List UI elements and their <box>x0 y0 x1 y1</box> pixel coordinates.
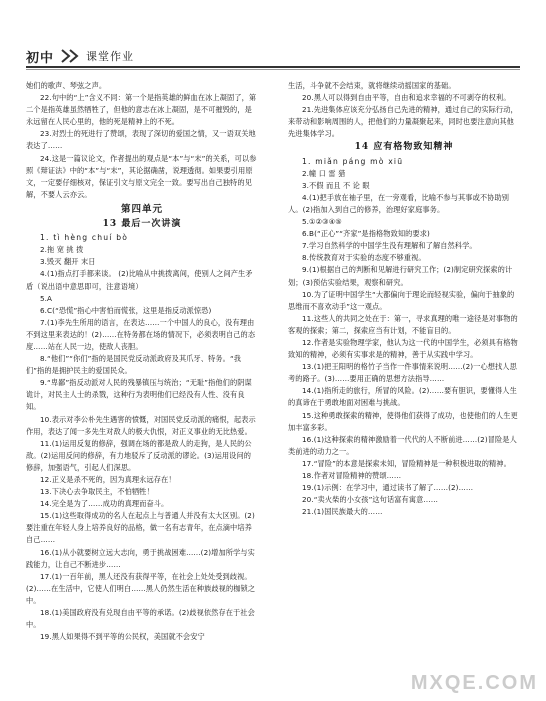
lesson-title: 14 应有格物致知精神 <box>354 142 454 153</box>
paragraph: 4.(1)指点打手都来谈。 (2)比喻从中挑拨离间，使别人之间产生矛盾（说出语中意思即可，注意语境） <box>26 269 253 291</box>
paragraph: 16.(1)这种探索的精神激励着一代代的人不断前进……(2)冒险是人类前进的动力之一。 <box>288 434 517 456</box>
paragraph: 22.句中的“上”含义不同：第一个是指英雄的鲜血在冰上凝固了，第二个是指英雄虽然牺牲了，但他的意志在冰上凝固，是不可摧毁的，是永远留在人民心里的，他的死是精神上的不死。 <box>26 93 257 127</box>
paragraph: 6.B(“正心”“齐家”是指格物致知的要求) <box>302 229 430 239</box>
paragraph: 8.传统教育对于实验的态度不够重视。 <box>302 253 426 263</box>
paragraph: 14.完全是为了……成功的真理而奋斗。 <box>40 499 169 509</box>
double-chevron-icon <box>60 48 82 64</box>
paragraph: 11.(1)运用反复的修辞，强调在场的都是敌人的走狗，是人民的公敌。(2)运用反问的修辞，有力地驳斥了反动派的谬论。(3)运用设问的修辞，加强语气，引起人们深思。 <box>26 438 252 472</box>
header-left <box>26 46 134 66</box>
paragraph: 16.(1)从小就要树立远大志向，勇于挑战困难……(2)增加所学与实践能力，让自己不断进步…… <box>26 547 255 569</box>
paragraph: 她们的歌声、琴弦之声。 <box>26 81 107 90</box>
paragraph: 17.(1)一百年前，黑人还没有获得平等，在社会上处处受到歧视。(2)……在生活中，它使人们明白……黑人仍然生活在种族歧视的枷锁之中。 <box>26 571 256 605</box>
paragraph: 18.(1)美国政府没有兑现自由平等的承诺。(2)歧视依然存在于社会中。 <box>26 608 255 630</box>
lesson-title: 13 最后一次讲演 <box>102 219 182 230</box>
paragraph: 20.黑人可以得到自由平等，自由和追求幸福的不可剥夺的权利。 <box>302 93 511 103</box>
watermark: MXQE.COM <box>410 672 538 694</box>
paragraph: 24.这是一篇议论文，作者提出的观点是“本”与“末”的关系，可以参照《辩证法》中的“本”与“末”，其论据确凿，说理透彻。如果要引用原文，一定要仔细核对，保证引文与原文完全一致。要写出自己独特的见解，不要人云亦云。 <box>26 153 257 199</box>
paragraph: 7.(1)李先生所用的语言，在表达……一个中国人的良心，没有理由不到这里来表达的！(2)……在特务都在场的情况下，必须表明自己的态度……站在人民一边，使敌人丧胆。 <box>26 317 256 351</box>
page-header <box>26 44 520 70</box>
pinyin-line: 1. miǎn páng mò xiū <box>302 156 404 166</box>
pinyin-line: 1. tì hèng chuí bò <box>40 233 129 243</box>
paragraph: 17.“冒险”的本意是探索未知，冒险精神是一种积极进取的精神。 <box>302 458 511 468</box>
paragraph: 5.①②③④⑤ <box>302 217 342 227</box>
paragraph: 7.学习自然科学的中国学生没有理解和了解自然科学。 <box>302 241 477 251</box>
header-level: 初中 <box>26 50 55 66</box>
paragraph: 20.“卖火柴的小女孩”这句话富有寓意…… <box>302 495 438 505</box>
paragraph: 15.这种勇敢探索的精神，使得他们获得了成功，也使他们的人生更加丰富多彩。 <box>288 410 518 432</box>
unit-title: 第四单元 <box>120 203 163 215</box>
paragraph: 6.C(“恐慌”指心中害怕而慌张，这里是指反动派惊恐) <box>40 305 212 315</box>
left-column <box>26 80 258 643</box>
paragraph: 12.作者是实验物理学家，他认为这一代的中国学生，必须具有格物致知的精神，必须有实事求是的精神，善于从实践中学习。 <box>288 337 518 360</box>
paragraph: 10.表示对李公朴先生遇害的愤慨，对国民党反动派的痛恨，起表示作用，表达了闻一多先生对敌人的极大仇恨，对正义事业的无比热爱。 <box>26 414 256 436</box>
paragraph: 2.拖 宽 挑 拨 <box>40 245 84 255</box>
paragraph: 18.作者对冒险精神的赞颂…… <box>302 471 402 480</box>
paragraph: 8.“他们”“你们”指的是国民党反动派政府及其爪牙、特务。“我们”指的是拥护民主的爱国民众。 <box>26 354 242 376</box>
paragraph: 21.先进集体应该充分弘扬自己先进的精神，通过自己的实际行动，来带动和影响周围的人，把他们的力量凝聚起来，同时也要注意向其他先进集体学习。 <box>288 105 518 139</box>
paragraph: 4.(1)把手放在袖子里，在一旁观看，比喻不参与其事或不协助别人。(2)指加入到自己的修养，治理好家庭事务。 <box>288 192 510 214</box>
paragraph: 19.(1)示例：在学习中，通过读书了解了……(2)…… <box>302 483 474 493</box>
paragraph: 5.A <box>40 293 53 303</box>
paragraph: 9.“卑鄙”指反动派对人民的残暴镇压与统治；“无耻”指他们的阴谋诡计，对民主人士的杀戮，这种行为表明他们已经没有人性、没有良知。 <box>26 378 252 412</box>
paragraph: 11.这些人的共同之处在于：第一，寻求真理的唯一途径是对事物的客观的探索；第二，探索应当有计划，不能盲目的。 <box>288 313 518 335</box>
paragraph: 9.(1)根据自己的判断和见解进行研究工作；(2)制定研究探索的计划；(3)预估实验结果，观察和研究。 <box>288 265 513 287</box>
right-column <box>288 80 520 518</box>
paragraph: 19.黑人如果得不到平等的公民权，美国就不会安宁 <box>40 632 205 642</box>
header-section: 课堂作业 <box>86 50 135 63</box>
paragraph: 2.幢 口 雷 猎 <box>302 168 346 178</box>
paragraph: 14.(1)指所走的旅行，所冒的风险。(2)……要有胆识，要懂得人生的真谛在于勇敢地面对困难与挑战。 <box>288 386 517 408</box>
paragraph: 13.(1)把王阳明的格竹子当作一件事情来说明……(2)一心想找人思考的路子。(3)……要用正确的思想方法指导…… <box>288 362 517 384</box>
paragraph: 12.正义是杀不死的，因为真理永远存在！ <box>40 475 176 484</box>
paragraph: 13.下决心去争取民主，不怕牺牲！ <box>40 487 154 497</box>
paragraph: 23.对烈士的死进行了赞颂，表现了深切的爱国之情，又一语双关地表达了…… <box>26 129 256 151</box>
paragraph: 3.不假 而且 不 论 眼 <box>302 180 370 190</box>
paragraph: 21.(1)国民族最大的…… <box>302 507 383 517</box>
paragraph: 3.毁灭 翻开 末日 <box>40 257 96 267</box>
paragraph: 10.为了证明中国学生“大都偏向于理论而轻视实验，偏向于抽象的思维而不喜欢动手”这一观点。 <box>288 289 515 311</box>
paragraph: 生活，斗争就不会结束，就将继续动摇国家的基础。 <box>288 81 456 90</box>
header-rule <box>26 66 520 68</box>
header-rule-thin <box>26 69 520 70</box>
paragraph: 15.(1)这些取得成功的名人在起点上与普通人并没有太大区别。(2)要注重在年轻人身上培养良好的品格，做一名有志青年，在点滴中培养自己…… <box>26 511 255 545</box>
